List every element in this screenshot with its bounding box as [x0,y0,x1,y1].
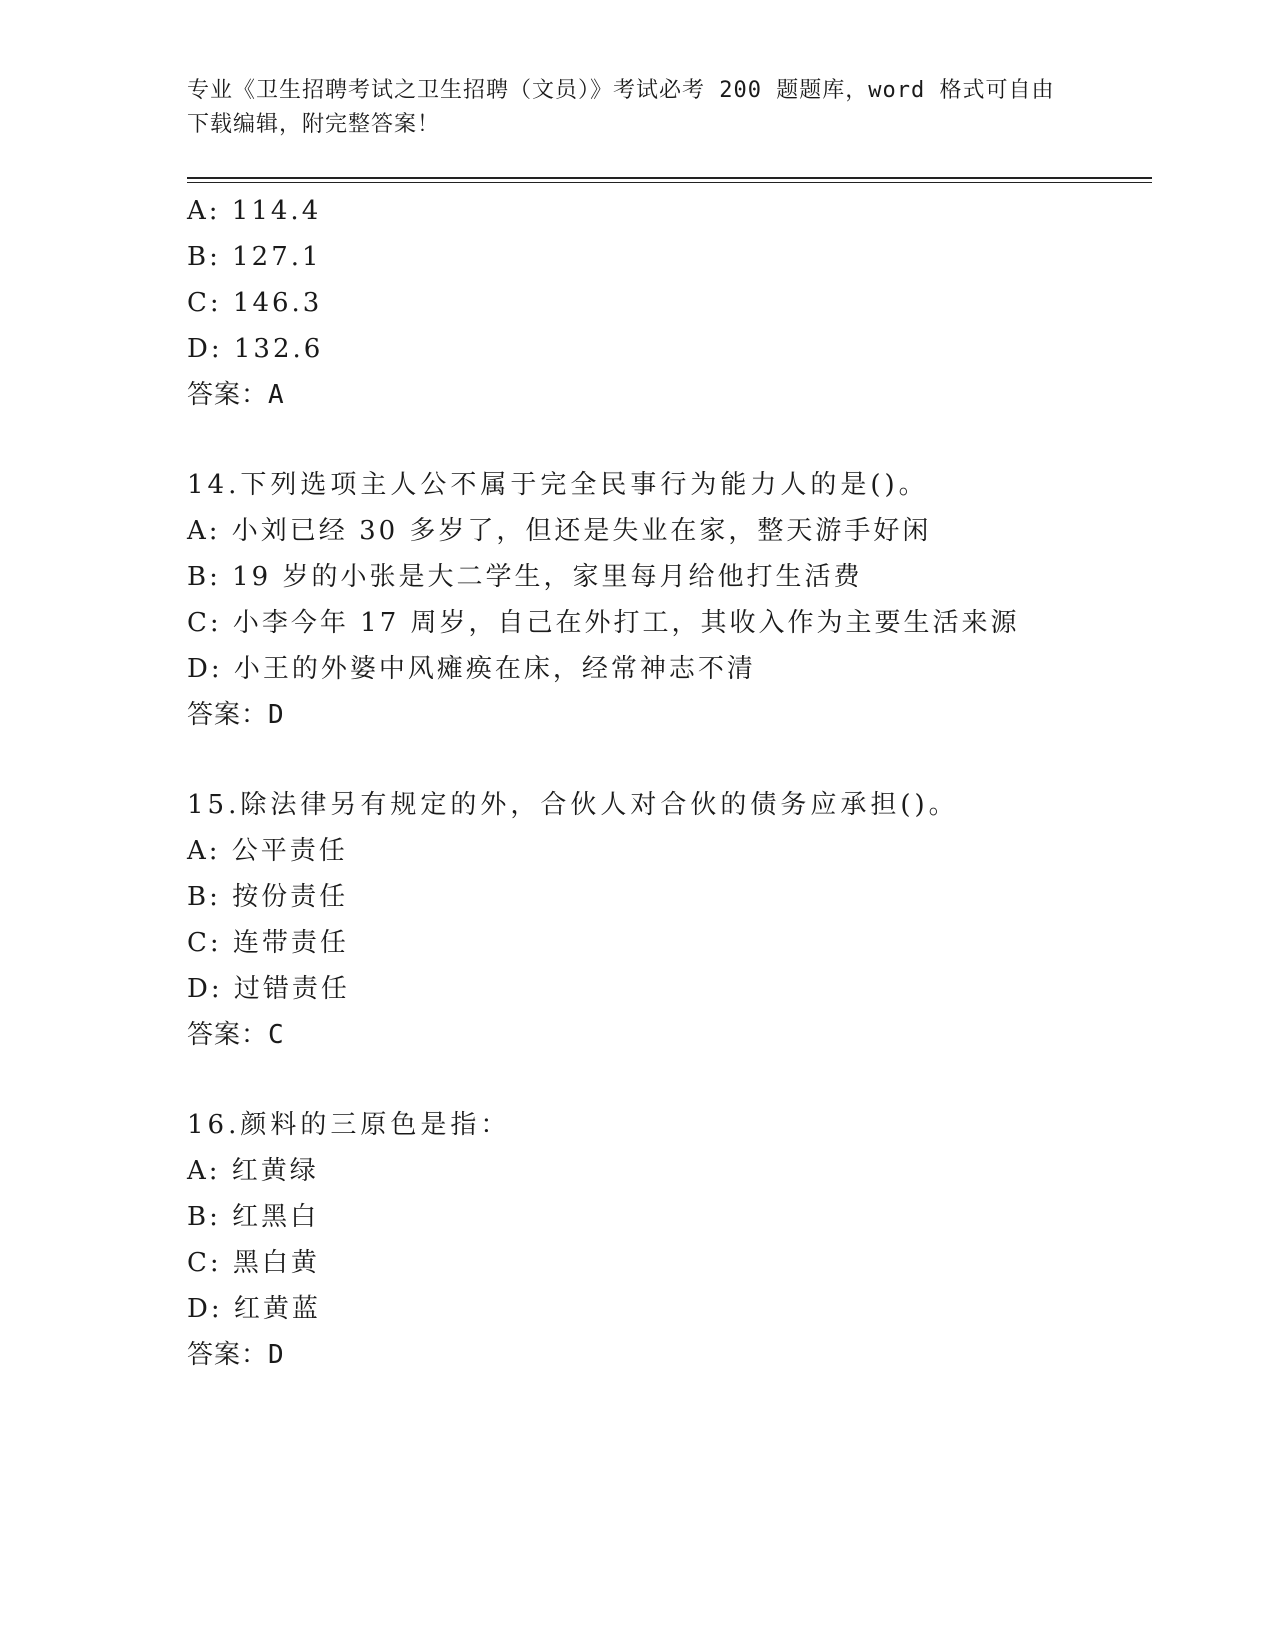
option-c: C: 黑白黄 [187,1248,320,1278]
header-divider-thin [187,182,1152,183]
answer-line: 答案：C [187,1020,285,1050]
option-b: B: 按份责任 [187,882,349,912]
question-13-block [187,188,1147,418]
question-list [187,188,1147,1378]
document-header: 专业《卫生招聘考试之卫生招聘（文员）》考试必考 200 题题库，word 格式可自由下载编辑，附完整答案！ [187,78,1055,137]
option-c: C: 146.3 [187,288,323,318]
option-d: D: 小王的外婆中风瘫痪在床，经常神志不清 [187,654,756,684]
option-a: A: 红黄绿 [187,1156,319,1186]
question-14-block [187,462,1147,738]
option-c: C: 小李今年 17 周岁，自己在外打工，其收入作为主要生活来源 [187,608,1020,638]
option-a: A: 小刘已经 30 多岁了，但还是失业在家，整天游手好闲 [187,516,932,546]
option-a: A: 114.4 [187,196,322,226]
option-d: D: 132.6 [187,334,324,364]
answer-line: 答案：D [187,1340,285,1370]
question-15-block [187,782,1147,1058]
question-title: 14.下列选项主人公不属于完全民事行为能力人的是()。 [187,470,929,500]
option-b: B: 红黑白 [187,1202,320,1232]
option-c: C: 连带责任 [187,928,349,958]
option-b: B: 19 岁的小张是大二学生，家里每月给他打生活费 [187,562,863,592]
option-d: D: 红黄蓝 [187,1294,321,1324]
answer-line: 答案：D [187,700,285,730]
answer-line: 答案：A [187,380,285,410]
question-16-block [187,1102,1147,1378]
option-a: A: 公平责任 [187,836,348,866]
question-title: 15.除法律另有规定的外，合伙人对合伙的债务应承担()。 [187,790,959,820]
header-divider-thick [187,177,1152,179]
option-d: D: 过错责任 [187,974,350,1004]
question-title: 16.颜料的三原色是指： [187,1110,511,1140]
option-b: B: 127.1 [187,242,322,272]
